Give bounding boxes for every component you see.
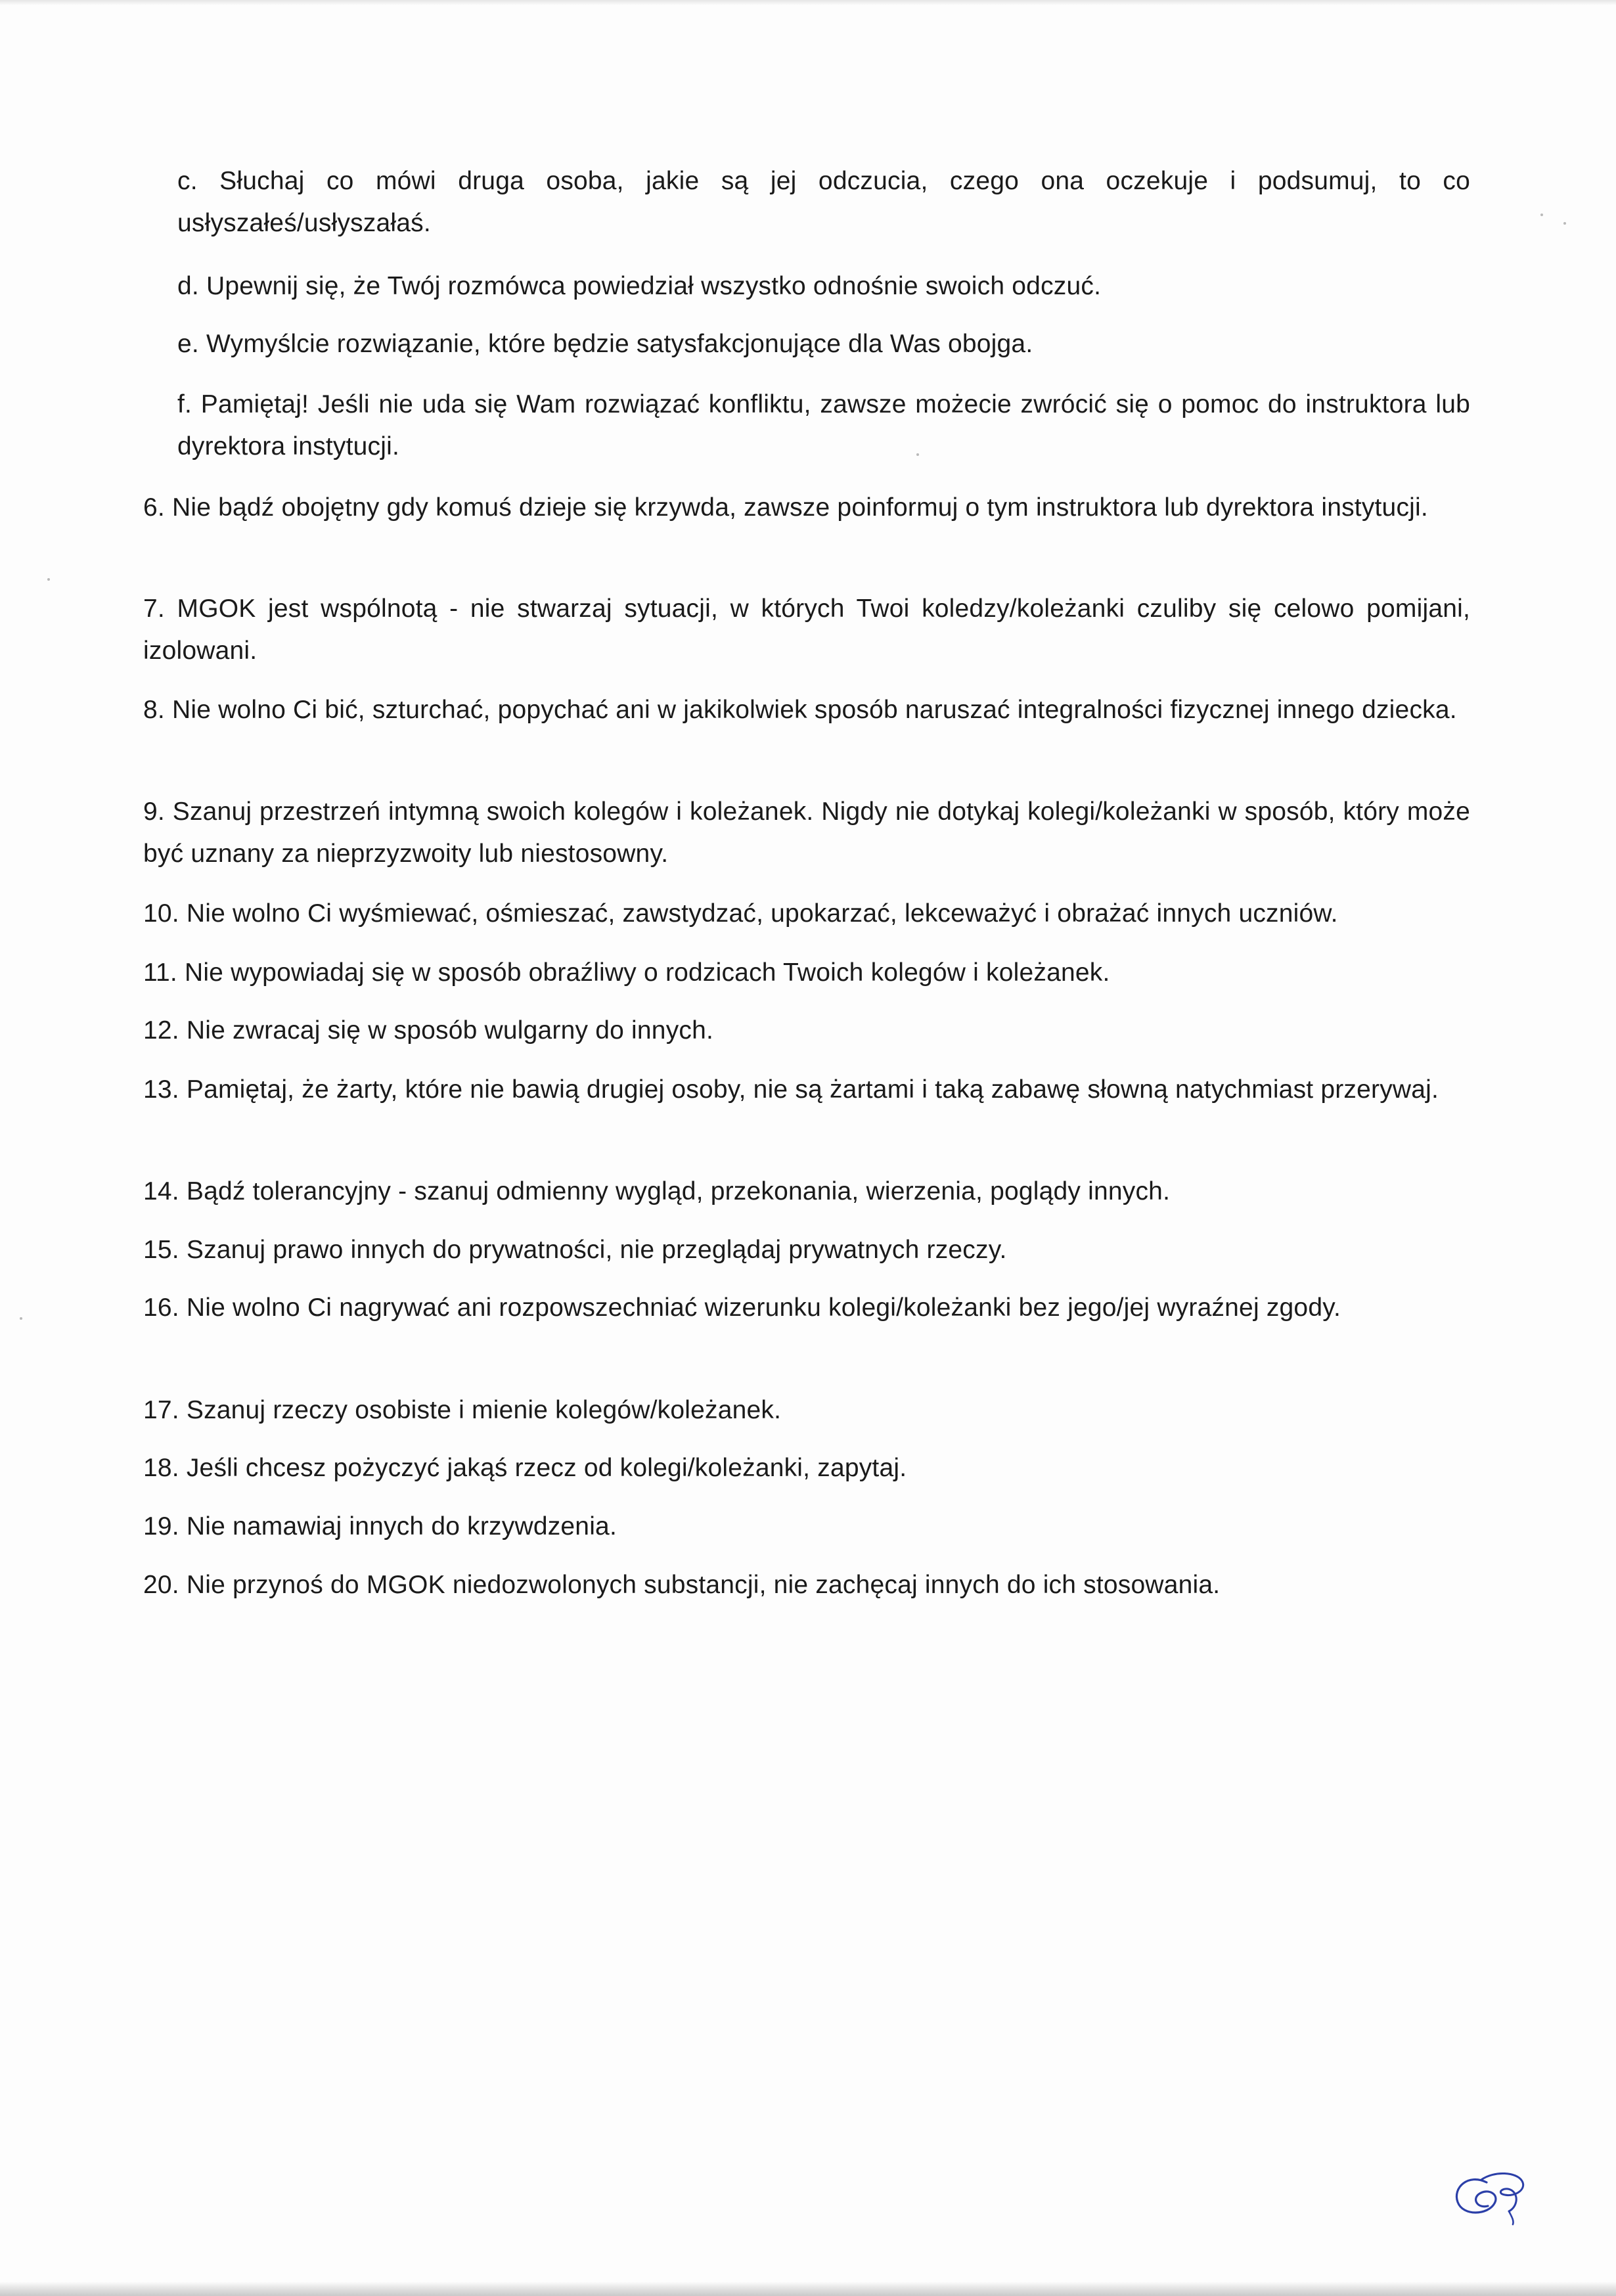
item-14: 14. Bądź tolerancyjny - szanuj odmienny wygląd, przekonania, wierzenia, poglądy innych. <box>143 1177 1171 1205</box>
item-16: 16. Nie wolno Ci nagrywać ani rozpowszechniać wizerunku kolegi/koleżanki bez jego/jej wyraźnej zgody. <box>143 1294 1341 1322</box>
item-7: 7. MGOK jest wspólnotą - nie stwarzaj sytuacji, w których Twoi koledzy/koleżanki czuliby się celowo pomijani, izolowani. <box>143 595 1470 665</box>
item-c: c. Słuchaj co mówi druga osoba, jakie są jej odczucia, czego ona oczekuje i podsumuj, to co usłyszałeś/usłyszałaś. <box>177 167 1470 237</box>
item-6: 6. Nie bądź obojętny gdy komuś dzieje się krzywda, zawsze poinformuj o tym instruktora lub dyrektora instytucji. <box>143 493 1428 522</box>
item-9: 9. Szanuj przestrzeń intymną swoich kolegów i koleżanek. Nigdy nie dotykaj kolegi/koleżanki w sposób, który może być uznany za nieprzyzwoity lub niestosowny. <box>143 798 1470 868</box>
item-d: d. Upewnij się, że Twój rozmówca powiedział wszystko odnośnie swoich odczuć. <box>177 272 1102 300</box>
item-17: 17. Szanuj rzeczy osobiste i mienie kolegów/koleżanek. <box>143 1396 782 1424</box>
item-20: 20. Nie przynoś do MGOK niedozwolonych substancji, nie zachęcaj innych do ich stosowania. <box>143 1571 1221 1599</box>
item-10: 10. Nie wolno Ci wyśmiewać, ośmieszać, zawstydzać, upokarzać, lekceważyć i obrażać innych uczniów. <box>143 899 1338 928</box>
item-f: f. Pamiętaj! Jeśli nie uda się Wam rozwiązać konfliktu, zawsze możecie zwrócić się o pomoc do instruktora lub dyrektora instytucji. <box>177 390 1470 461</box>
scan-speck <box>20 1317 22 1320</box>
scan-speck <box>47 578 50 581</box>
item-13: 13. Pamiętaj, że żarty, które nie bawią drugiej osoby, nie są żartami i taką zabawę słowną natychmiast przerywaj. <box>143 1075 1439 1104</box>
scan-speck <box>1563 222 1566 225</box>
item-12: 12. Nie zwracaj się w sposób wulgarny do innych. <box>143 1016 714 1045</box>
item-e: e. Wymyślcie rozwiązanie, które będzie satysfakcjonujące dla Was obojga. <box>177 330 1033 358</box>
scan-edge-top <box>0 0 1616 5</box>
item-19: 19. Nie namawiaj innych do krzywdzenia. <box>143 1512 617 1541</box>
item-18: 18. Jeśli chcesz pożyczyć jakąś rzecz od kolegi/koleżanki, zapytaj. <box>143 1454 907 1482</box>
item-11: 11. Nie wypowiadaj się w sposób obraźliwy o rodzicach Twoich kolegów i koleżanek. <box>143 958 1110 987</box>
scan-edge-bottom <box>0 2282 1616 2296</box>
scan-speck <box>1540 214 1543 216</box>
signature-initials <box>1448 2168 1534 2227</box>
item-8: 8. Nie wolno Ci bić, szturchać, popychać ani w jakikolwiek sposób naruszać integralności fizycznej innego dziecka. <box>143 696 1457 724</box>
item-15: 15. Szanuj prawo innych do prywatności, nie przeglądaj prywatnych rzeczy. <box>143 1236 1007 1264</box>
scan-speck <box>916 453 919 456</box>
